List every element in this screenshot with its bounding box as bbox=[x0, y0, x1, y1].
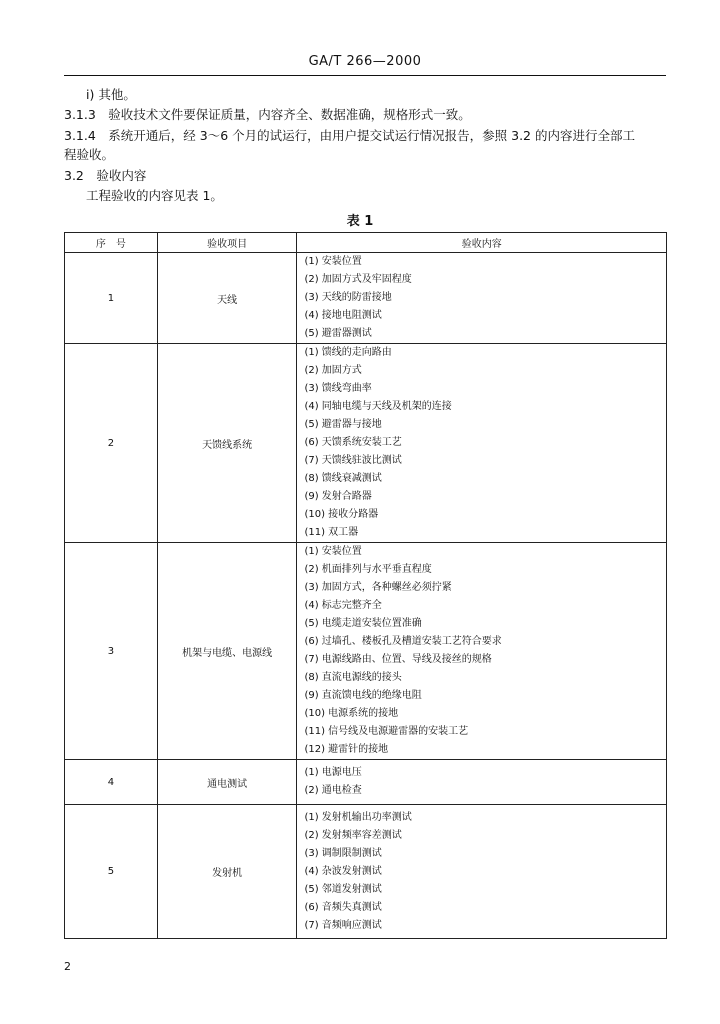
page-number: 2 bbox=[64, 960, 71, 973]
content-line: (10) 电源系统的接地 bbox=[304, 708, 399, 719]
content-line: (2) 机面排列与水平垂直程度 bbox=[304, 564, 432, 575]
row-item: 通电测试 bbox=[157, 760, 297, 805]
header-serial-number: 序 号 bbox=[65, 233, 158, 253]
content-line: (1) 电源电压 bbox=[304, 767, 362, 778]
row-content bbox=[297, 760, 667, 805]
clause-3-1-4-continued: 程验收。 bbox=[64, 147, 115, 162]
content-line: (10) 接收分路器 bbox=[304, 509, 379, 520]
row-content bbox=[297, 805, 667, 939]
table-reference-text: 工程验收的内容见表 1。 bbox=[86, 188, 223, 203]
header-acceptance-item: 验收项目 bbox=[157, 233, 297, 253]
content-line: (9) 直流馈电线的绝缘电阻 bbox=[304, 690, 422, 701]
row-item: 发射机 bbox=[157, 805, 297, 939]
header-acceptance-content: 验收内容 bbox=[297, 233, 667, 253]
row-number: 3 bbox=[65, 543, 158, 760]
clause-3-1-3: 3.1.3 验收技术文件要保证质量，内容齐全、数据准确，规格形式一致。 bbox=[64, 107, 471, 122]
content-line: (3) 加固方式，各种螺丝必须拧紧 bbox=[304, 582, 452, 593]
content-line: (8) 馈线衰减测试 bbox=[304, 473, 382, 484]
page-header bbox=[64, 54, 666, 76]
row-item: 机架与电缆、电源线 bbox=[157, 543, 297, 760]
content-line: (6) 天馈系统安装工艺 bbox=[304, 437, 402, 448]
content-line: (11) 信号线及电源避雷器的安装工艺 bbox=[304, 726, 469, 737]
table-row bbox=[65, 344, 667, 543]
acceptance-table bbox=[64, 232, 667, 939]
content-line: (6) 过墙孔、楼板孔及槽道安装工艺符合要求 bbox=[304, 636, 502, 647]
content-line: (1) 安装位置 bbox=[304, 256, 362, 267]
content-line: (5) 邻道发射测试 bbox=[304, 884, 382, 895]
row-content bbox=[297, 344, 667, 543]
table-header-row bbox=[65, 233, 667, 253]
row-item: 天馈线系统 bbox=[157, 344, 297, 543]
content-line: (3) 调制限制测试 bbox=[304, 848, 382, 859]
content-line: (7) 天馈线驻波比测试 bbox=[304, 455, 402, 466]
content-line: (5) 电缆走道安装位置准确 bbox=[304, 618, 422, 629]
content-line: (5) 避雷器与接地 bbox=[304, 419, 382, 430]
content-line: (5) 避雷器测试 bbox=[304, 328, 372, 339]
table-row bbox=[65, 543, 667, 760]
content-line: (11) 双工器 bbox=[304, 527, 359, 538]
row-number: 1 bbox=[65, 253, 158, 344]
table-caption: 表 1 bbox=[346, 214, 374, 229]
content-line: (4) 标志完整齐全 bbox=[304, 600, 382, 611]
content-line: (8) 直流电源线的接头 bbox=[304, 672, 402, 683]
content-line: (4) 杂波发射测试 bbox=[304, 866, 382, 877]
content-line: (4) 同轴电缆与天线及机架的连接 bbox=[304, 401, 452, 412]
section-3-2-heading: 3.2 验收内容 bbox=[64, 168, 147, 183]
content-line: (2) 通电检查 bbox=[304, 785, 362, 796]
content-line: (6) 音频失真测试 bbox=[304, 902, 382, 913]
clause-3-1-4: 3.1.4 系统开通后，经 3～6 个月的试运行，由用户提交试运行情况报告，参照 3.2 的内容进行全部工 bbox=[64, 128, 635, 143]
content-line: (12) 避雷针的接地 bbox=[304, 744, 389, 755]
content-line: (2) 发射频率容差测试 bbox=[304, 830, 402, 841]
standard-code: GA/T 266—2000 bbox=[308, 54, 422, 69]
content-line: (2) 加固方式及牢固程度 bbox=[304, 274, 412, 285]
row-number: 2 bbox=[65, 344, 158, 543]
table-row bbox=[65, 805, 667, 939]
content-line: (1) 发射机输出功率测试 bbox=[304, 812, 412, 823]
content-line: (1) 馈线的走向路由 bbox=[304, 347, 392, 358]
content-line: (9) 发射合路器 bbox=[304, 491, 372, 502]
row-number: 5 bbox=[65, 805, 158, 939]
content-line: (7) 音频响应测试 bbox=[304, 920, 382, 931]
row-number: 4 bbox=[65, 760, 158, 805]
content-line: (3) 天线的防雷接地 bbox=[304, 292, 392, 303]
row-content bbox=[297, 253, 667, 344]
table-row bbox=[65, 253, 667, 344]
clause-i-other: i) 其他。 bbox=[86, 87, 136, 102]
content-line: (4) 接地电阻测试 bbox=[304, 310, 382, 321]
row-content bbox=[297, 543, 667, 760]
content-line: (3) 馈线弯曲率 bbox=[304, 383, 372, 394]
content-line: (7) 电源线路由、位置、导线及接丝的规格 bbox=[304, 654, 492, 665]
content-line: (1) 安装位置 bbox=[304, 546, 362, 557]
table-row bbox=[65, 760, 667, 805]
row-item: 天线 bbox=[157, 253, 297, 344]
content-line: (2) 加固方式 bbox=[304, 365, 362, 376]
